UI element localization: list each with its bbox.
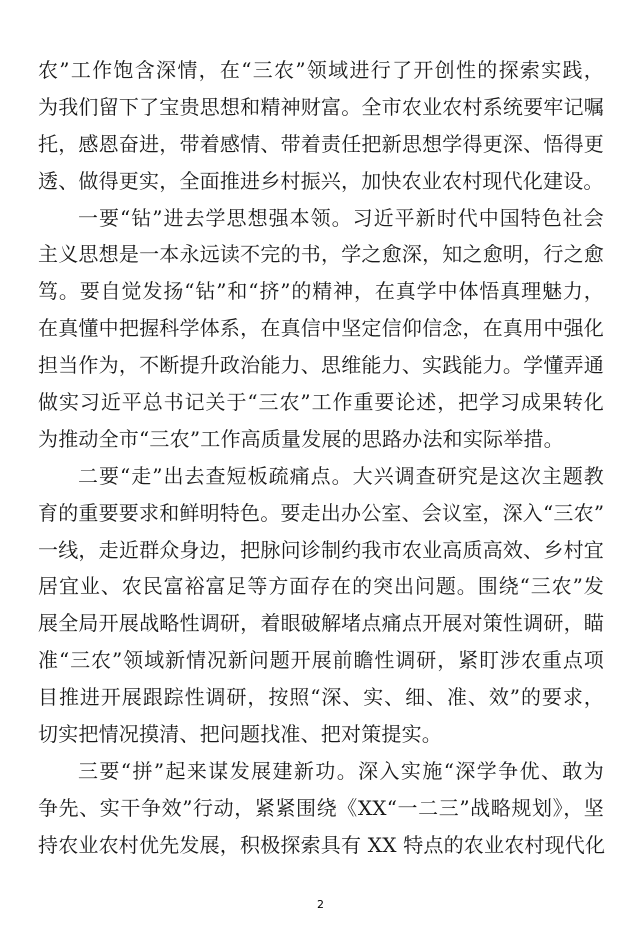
text-line: 在真懂中把握科学体系，在真信中坚定信仰信念，在真用中强化 [38,316,604,341]
text-line: 持农业农村优先发展，积极探索具有 XX 特点的农业农村现代化 [38,832,606,857]
text-line: 目推进开展跟踪性调研，按照“深、实、细、准、效”的要求， [38,685,604,710]
text-line: 一线，走近群众身边，把脉问诊制约我市农业高质高效、乡村宜 [38,537,604,562]
paragraph [38,52,604,200]
text-line: 托，感恩奋进，带着感情、带着责任把新思想学得更深、悟得更 [38,131,604,156]
text-line: 一要“钻”进去学思想强本领。习近平新时代中国特色社会 [78,205,604,230]
text-line: 展全局开展战略性调研，着眼破解堵点痛点开展对策性调研，瞄 [38,611,604,636]
paragraph [38,458,604,753]
paragraph [38,753,604,864]
text-line: 为推动全市“三农”工作高质量发展的思路办法和实际举措。 [38,426,564,451]
text-line: 透、做得更实，全面推进乡村振兴，加快农业农村现代化建设。 [38,168,604,193]
text-line: 担当作为，不断提升政治能力、思维能力、实践能力。学懂弄通 [38,353,604,378]
text-line: 居宜业、农民富裕富足等方面存在的突出问题。围绕“三农”发 [38,574,604,599]
text-line: 二要“走”出去查短板疏痛点。大兴调查研究是这次主题教 [78,463,604,488]
text-line: 主义思想是一本永远读不完的书，学之愈深，知之愈明，行之愈 [38,242,604,267]
paragraph [38,200,604,458]
page-number: 2 [317,898,324,911]
text-line: 做实习近平总书记关于“三农”工作重要论述，把学习成果转化 [38,390,604,415]
text-line: 为我们留下了宝贵思想和精神财富。全市农业农村系统要牢记嘱 [38,94,604,119]
text-line: 农”工作饱含深情，在“三农”领域进行了开创性的探索实践， [38,58,604,82]
text-line: 育的重要要求和鲜明特色。要走出办公室、会议室，深入“三农” [38,500,605,525]
text-line: 三要“拼”起来谋发展建新功。深入实施“深学争优、敢为 [78,758,604,783]
body-text [38,52,604,864]
text-line: 笃。要自觉发扬“钻”和“挤”的精神，在真学中体悟真理魅力， [38,279,604,304]
text-line: 争先、实干争效”行动，紧紧围绕《XX“一二三”战略规划》，坚 [38,795,604,820]
text-line: 切实把情况摸清、把问题找准、把对策提实。 [38,722,442,747]
text-line: 准“三农”领域新情况新问题开展前瞻性调研，紧盯涉农重点项 [38,648,604,673]
